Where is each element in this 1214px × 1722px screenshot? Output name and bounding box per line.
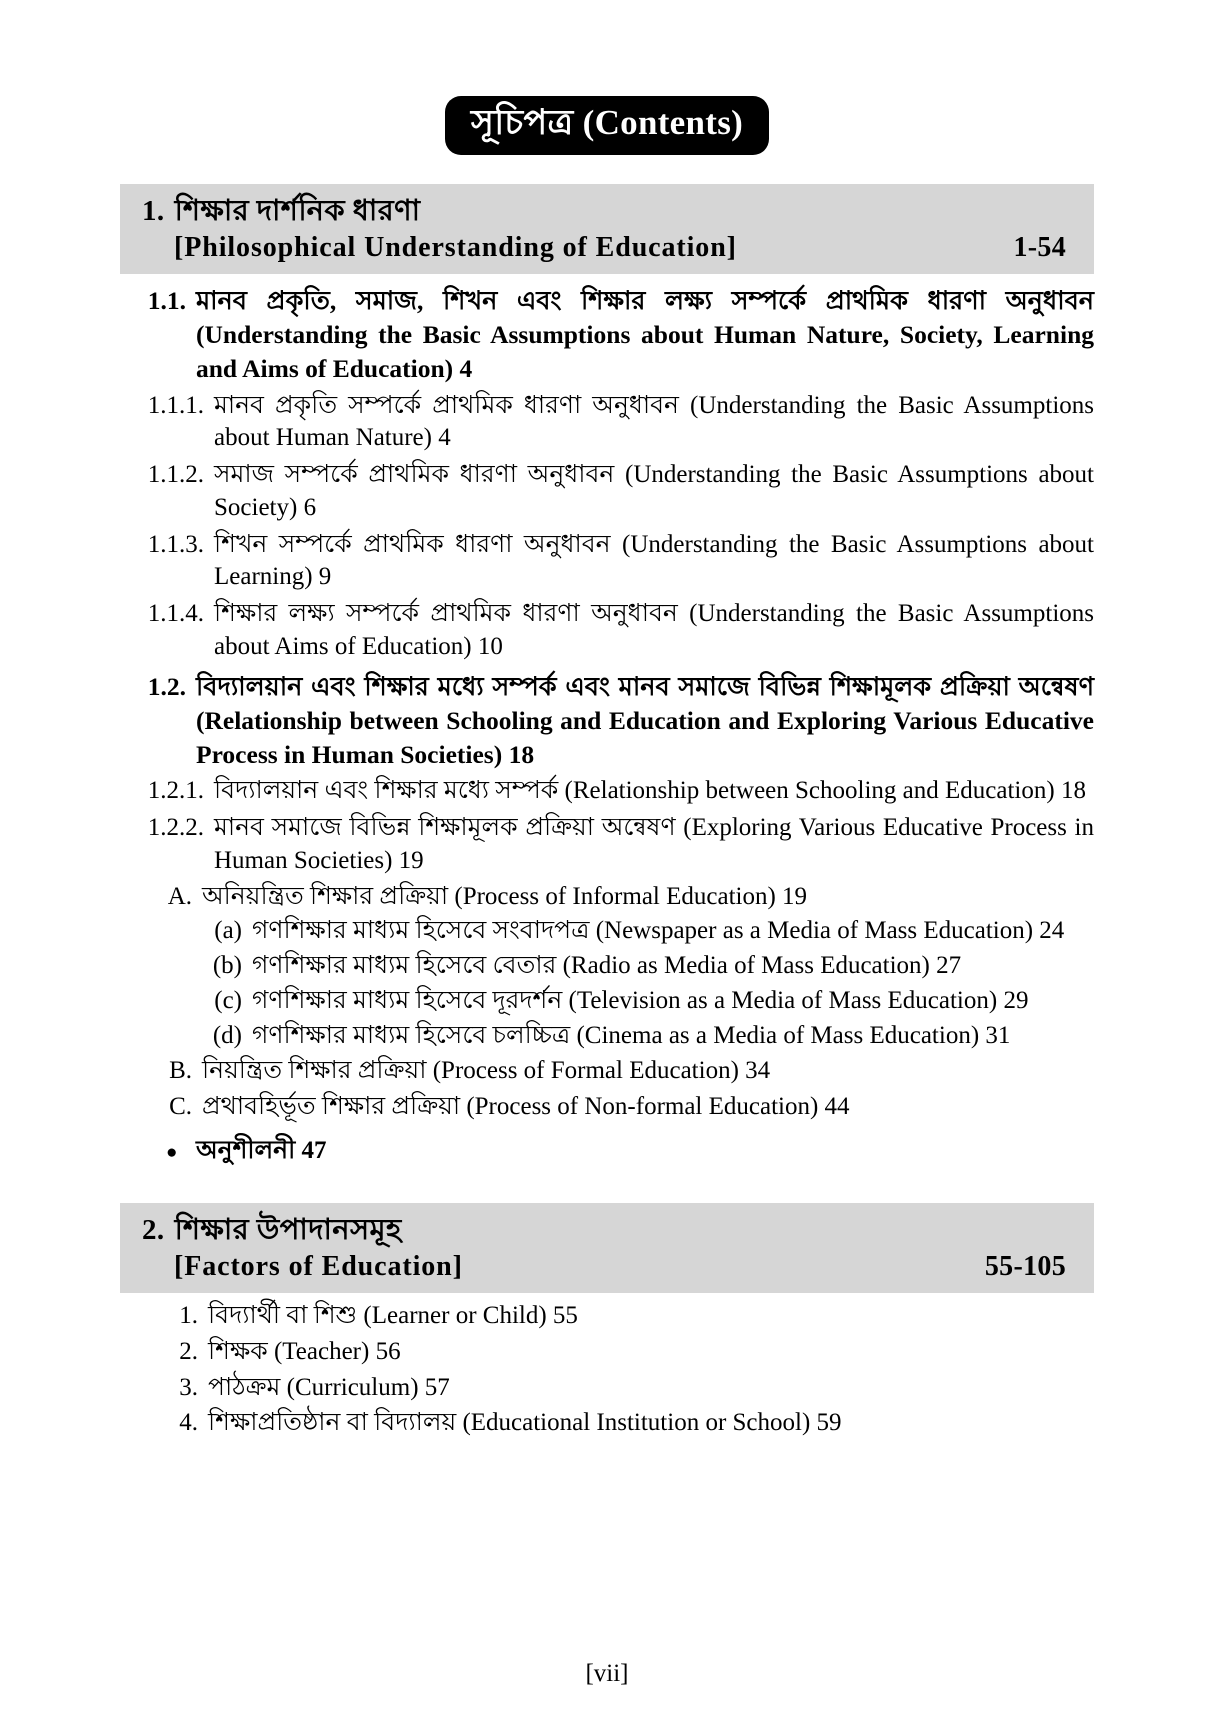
toc-entry-text: গণশিক্ষার মাধ্যম হিসেবে সংবাদপত্র (Newspaper as a Media of Mass Education) 24 bbox=[252, 917, 1065, 945]
toc-entry[interactable] bbox=[120, 1055, 1094, 1088]
chapter-heading bbox=[120, 1203, 1094, 1293]
toc-entry-text: গণশিক্ষার মাধ্যম হিসেবে বেতার (Radio as Media of Mass Education) 27 bbox=[252, 952, 962, 980]
toc-entry[interactable] bbox=[120, 881, 1094, 914]
toc-entry-text: মানব সমাজে বিভিন্ন শিক্ষামূলক প্রক্রিয়া অন্বেষণ (Exploring Various Educative Process in Human Societies) 19 bbox=[214, 814, 1094, 874]
toc-entry-number: A. bbox=[167, 882, 192, 910]
toc-entry-number: (a) bbox=[214, 917, 242, 945]
toc-entry[interactable] bbox=[120, 529, 1094, 595]
toc-entry[interactable] bbox=[120, 670, 1094, 772]
chapter-page-range: 55-105 bbox=[984, 1251, 1066, 1283]
chapter-number: 1. bbox=[142, 194, 165, 227]
toc-entry-text: বিদ্যালয়ান এবং শিক্ষার মধ্যে সম্পর্ক (Relationship between Schooling and Education) 18 bbox=[214, 777, 1086, 805]
toc-entry-number: 4. bbox=[179, 1409, 198, 1437]
toc-entry-text: শিক্ষার লক্ষ্য সম্পর্কে প্রাথমিক ধারণা অনুধাবন (Understanding the Basic Assumptions about Aims of Education) 10 bbox=[214, 600, 1094, 660]
toc-bullet-entry[interactable] bbox=[120, 1130, 1094, 1173]
toc-entry-number: 1.1. bbox=[147, 286, 186, 316]
chapter-title-bn bbox=[142, 192, 1072, 230]
toc-entry-number: C. bbox=[169, 1093, 192, 1121]
page-title: সূচিপত্র (Contents) bbox=[445, 96, 769, 155]
toc-entry-number: 1.1.3. bbox=[147, 530, 204, 558]
chapter-entries bbox=[120, 274, 1094, 1173]
chapter-heading bbox=[120, 184, 1094, 274]
toc-entry-number: (c) bbox=[214, 986, 242, 1014]
toc-entry-number: 2. bbox=[179, 1337, 198, 1365]
chapter-title-en-row bbox=[142, 232, 1072, 264]
toc-entry-text: পাঠক্রম (Curriculum) 57 bbox=[208, 1373, 450, 1401]
toc-entry[interactable] bbox=[120, 915, 1094, 948]
toc-entry-text: অনিয়ন্ত্রিত শিক্ষার প্রক্রিয়া (Process of Informal Education) 19 bbox=[202, 882, 808, 910]
toc-entry-text: সমাজ সম্পর্কে প্রাথমিক ধারণা অনুধাবন (Understanding the Basic Assumptions about Society) 6 bbox=[214, 461, 1094, 521]
chapter-list bbox=[120, 184, 1094, 1440]
toc-entry-number: 1. bbox=[179, 1302, 198, 1330]
page-title-wrapper bbox=[120, 0, 1094, 155]
toc-entry[interactable] bbox=[120, 598, 1094, 664]
chapter-title-en: [Factors of Education] bbox=[174, 1251, 463, 1283]
chapter-number: 2. bbox=[142, 1213, 165, 1246]
toc-entry[interactable] bbox=[120, 459, 1094, 525]
toc-entry-number: (b) bbox=[212, 952, 242, 980]
chapter-title-en-row bbox=[142, 1251, 1072, 1283]
toc-entry-number: 1.1.1. bbox=[147, 391, 204, 419]
toc-entry-text: নিয়ন্ত্রিত শিক্ষার প্রক্রিয়া (Process of Formal Education) 34 bbox=[202, 1057, 771, 1085]
chapter-page-range: 1-54 bbox=[1013, 232, 1066, 264]
toc-entry-number: 3. bbox=[179, 1373, 198, 1401]
toc-entry-number: 1.2.1. bbox=[147, 777, 204, 805]
toc-entry[interactable] bbox=[120, 1372, 1094, 1405]
toc-entry-text: গণশিক্ষার মাধ্যম হিসেবে দূরদর্শন (Television as a Media of Mass Education) 29 bbox=[252, 986, 1029, 1014]
toc-entry-number: B. bbox=[169, 1057, 192, 1085]
toc-entry-text: প্রথাবহির্ভূত শিক্ষার প্রক্রিয়া (Process of Non-formal Education) 44 bbox=[202, 1093, 850, 1121]
chapter-title-bn-text: শিক্ষার উপাদানসমূহ bbox=[174, 1213, 402, 1246]
bullet-icon: ● bbox=[166, 1141, 178, 1163]
toc-entry-number: 1.1.4. bbox=[147, 600, 204, 628]
toc-entry[interactable] bbox=[120, 775, 1094, 808]
toc-entry[interactable] bbox=[120, 812, 1094, 878]
toc-entry-number: (d) bbox=[212, 1021, 242, 1049]
toc-entry-text: অনুশীলনী 47 bbox=[196, 1136, 327, 1164]
chapter-title-bn-text: শিক্ষার দার্শনিক ধারণা bbox=[174, 194, 421, 227]
toc-entry-number: 1.2.2. bbox=[147, 814, 204, 842]
toc-entry[interactable] bbox=[120, 284, 1094, 386]
toc-entry[interactable] bbox=[120, 1336, 1094, 1369]
toc-entry[interactable] bbox=[120, 950, 1094, 983]
toc-entry-text: শিক্ষক (Teacher) 56 bbox=[208, 1337, 401, 1365]
toc-entry-number: 1.2. bbox=[147, 671, 186, 701]
toc-entry[interactable] bbox=[120, 1020, 1094, 1053]
chapter-title-en: [Philosophical Understanding of Education] bbox=[174, 232, 737, 264]
toc-entry-text: শিক্ষাপ্রতিষ্ঠান বা বিদ্যালয় (Educational Institution or School) 59 bbox=[208, 1409, 842, 1437]
toc-entry-text: মানব প্রকৃতি সম্পর্কে প্রাথমিক ধারণা অনুধাবন (Understanding the Basic Assumptions about Human Nature) 4 bbox=[214, 391, 1094, 452]
toc-entry-text: গণশিক্ষার মাধ্যম হিসেবে চলচ্চিত্র (Cinema as a Media of Mass Education) 31 bbox=[252, 1021, 1011, 1049]
toc-entry[interactable] bbox=[120, 985, 1094, 1018]
toc-entry[interactable] bbox=[120, 1091, 1094, 1124]
chapter-title-bn bbox=[142, 1211, 1072, 1249]
toc-entry-text: বিদ্যার্থী বা শিশু (Learner or Child) 55 bbox=[208, 1302, 578, 1330]
toc-entry[interactable] bbox=[120, 1407, 1094, 1440]
toc-entry-number: 1.1.2. bbox=[147, 461, 204, 489]
toc-entry-text: শিখন সম্পর্কে প্রাথমিক ধারণা অনুধাবন (Understanding the Basic Assumptions about Learning) 9 bbox=[214, 530, 1094, 591]
page-folio: [vii] bbox=[585, 1660, 629, 1687]
toc-entry[interactable] bbox=[120, 390, 1094, 456]
toc-entry-text: বিদ্যালয়ান এবং শিক্ষার মধ্যে সম্পর্ক এবং মানব সমাজে বিভিন্ন শিক্ষামূলক প্রক্রিয়া অন্বেষণ (Relationship between Schooling and Education and Exploring Various Educative Process in Human Societies) 18 bbox=[196, 671, 1094, 769]
toc-entry-text: মানব প্রকৃতি, সমাজ, শিখন এবং শিক্ষার লক্ষ্য সম্পর্কে প্রাথমিক ধারণা অনুধাবন (Understanding the Basic Assumptions about Human Nature, Society, Learning and Aims of Education) 4 bbox=[196, 286, 1094, 383]
toc-entry[interactable] bbox=[120, 1300, 1094, 1333]
chapter-entries bbox=[120, 1293, 1094, 1440]
